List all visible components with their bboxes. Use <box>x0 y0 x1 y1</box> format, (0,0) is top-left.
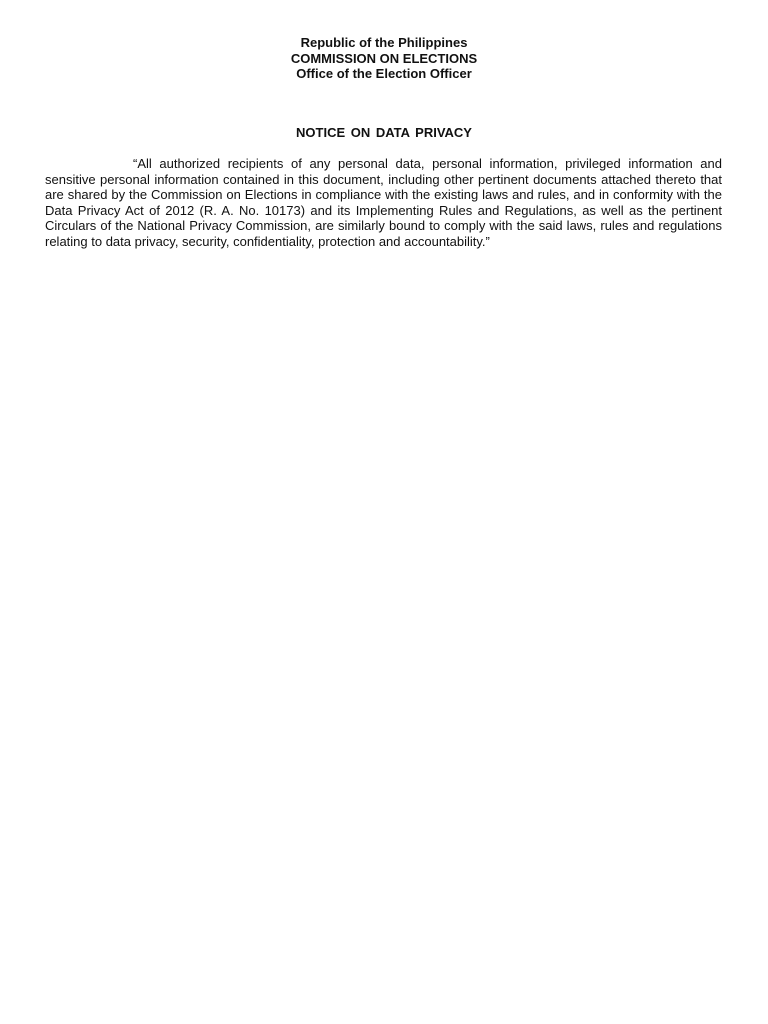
header-commission: COMMISSION ON ELECTIONS <box>290 50 478 66</box>
header-office: Office of the Election Officer <box>296 66 472 81</box>
notice-title: NOTICE ON DATA PRIVACY <box>296 125 472 140</box>
document-header <box>0 35 768 82</box>
header-republic: Republic of the Philippines <box>300 35 468 50</box>
notice-body-paragraph: “All authorized recipients of any personal data, personal information, privileged information and sensitive personal information contained in this document, including other pertinent documents attached thereto that are shared by the Commission on Elections in compliance with the existing laws and rules, and in conformity with the Data Privacy Act of 2012 (R. A. No. 10173) and its Implementing Rules and Regulations, as well as the pertinent Circulars of the National Privacy Commission, are similarly bound to comply with the said laws, rules and regulations relating to data privacy, security, confidentiality, protection and accountability.” <box>45 156 722 249</box>
